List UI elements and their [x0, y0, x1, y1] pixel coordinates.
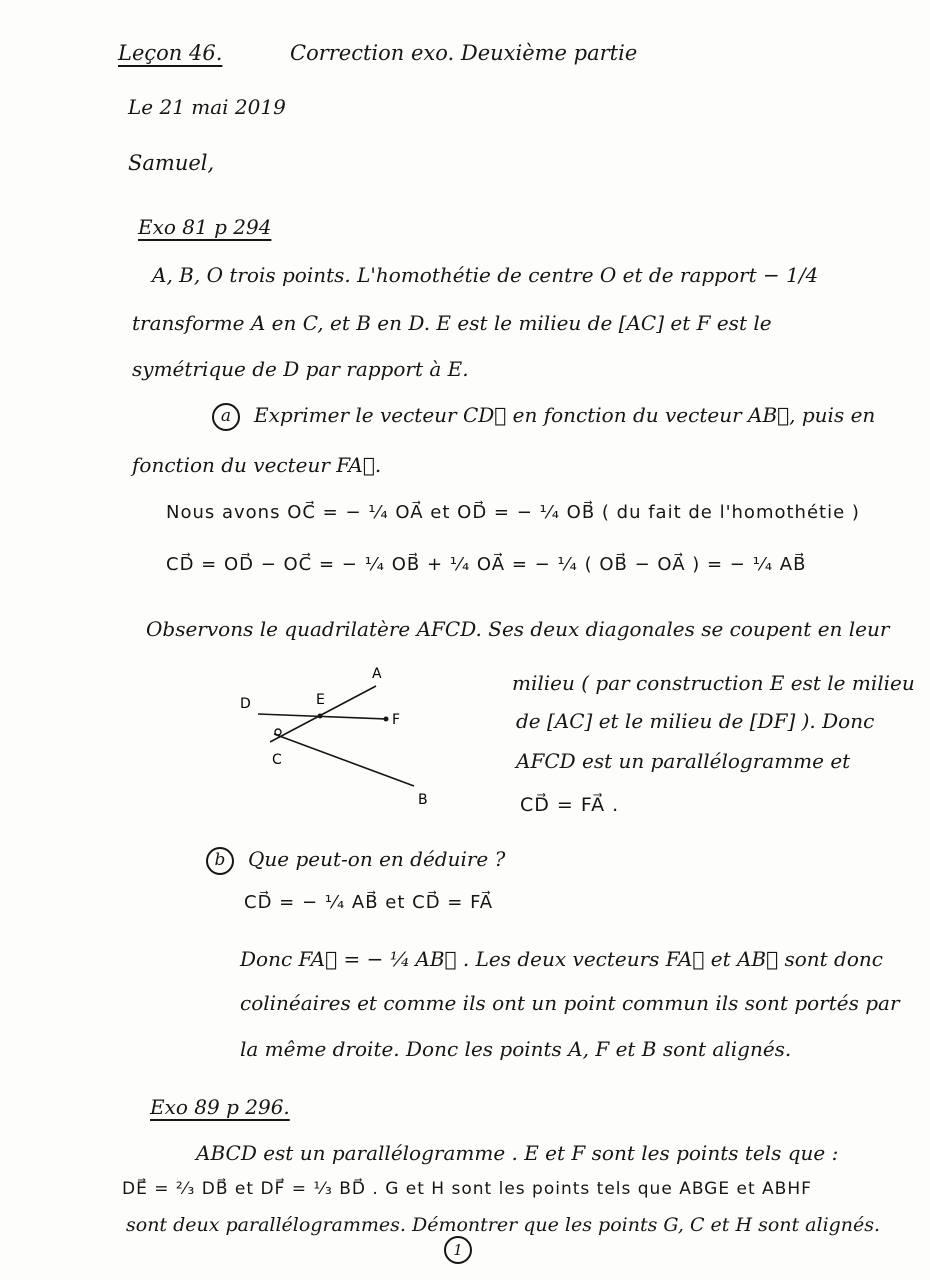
- exo89-line: ABCD est un parallélogramme . E et F sont les points tels que :: [196, 1141, 839, 1165]
- question-a-line: fonction du vecteur FA⃗.: [132, 453, 382, 477]
- page-title: Correction exo. Deuxième partie: [290, 41, 638, 65]
- exo89-line: DE⃗ = ²⁄₃ DB⃗ et DF⃗ = ¹⁄₃ BD⃗ . G et H sont les points tels que ABGE et ABHF: [122, 1179, 812, 1199]
- date: Le 21 mai 2019: [128, 95, 286, 119]
- question-a-line: [212, 402, 875, 431]
- work-line: Nous avons OC⃗ = − ¹⁄₄ OA⃗ et OD⃗ = − ¹⁄₄ OB⃗ ( du fait de l'homothétie ): [166, 502, 860, 523]
- exo89-line: sont deux parallélogrammes. Démontrer que les points G, C et H sont alignés.: [126, 1214, 881, 1236]
- side-text-line: de [AC] et le milieu de [DF] ). Donc: [516, 709, 875, 733]
- point-f: [384, 717, 389, 722]
- point-e: [318, 714, 323, 719]
- question-b-line: [206, 846, 505, 875]
- label-c: C: [272, 752, 282, 768]
- segment-ob: [274, 734, 414, 786]
- question-a-marker: a: [212, 403, 240, 431]
- label-f: F: [392, 712, 401, 728]
- label-b: B: [418, 792, 428, 808]
- question-b-text: Que peut-on en déduire ?: [248, 847, 506, 871]
- work-line: Observons le quadrilatère AFCD. Ses deux diagonales se coupent en leur: [146, 617, 890, 641]
- exo89-heading: Exo 89 p 296.: [150, 1095, 290, 1119]
- label-a: A: [372, 666, 382, 682]
- lesson-number: Leçon 46.: [118, 41, 223, 65]
- question-a-text: Exprimer le vecteur CD⃗ en fonction du vecteur AB⃗, puis en: [254, 403, 876, 427]
- statement-line: A, B, O trois points. L'homothétie de centre O et de rapport − 1/4: [152, 263, 819, 287]
- exo81-heading: Exo 81 p 294: [138, 215, 272, 239]
- point-o: [275, 729, 281, 735]
- page-number: 1: [444, 1236, 472, 1264]
- question-b-work: colinéaires et comme ils ont un point commun ils sont portés par: [240, 991, 900, 1015]
- question-b-marker: b: [206, 847, 234, 875]
- side-text-line: milieu ( par construction E est le milieu: [512, 671, 915, 695]
- work-line: CD⃗ = OD⃗ − OC⃗ = − ¹⁄₄ OB⃗ + ¹⁄₄ OA⃗ = − ¹⁄₄ ( OB⃗ − OA⃗ ) = − ¹⁄₄ AB⃗: [166, 554, 807, 575]
- side-text-line: AFCD est un parallélogramme et: [516, 749, 851, 773]
- question-b-work: CD⃗ = − ¹⁄₄ AB⃗ et CD⃗ = FA⃗: [244, 892, 494, 913]
- statement-line: symétrique de D par rapport à E.: [132, 357, 469, 381]
- side-text-line: CD⃗ = FA⃗ .: [520, 794, 620, 816]
- geometry-figure: [228, 662, 468, 812]
- label-e: E: [316, 692, 325, 708]
- question-b-work: la même droite. Donc les points A, F et B sont alignés.: [240, 1037, 792, 1061]
- question-b-work: Donc FA⃗ = − ¹⁄₄ AB⃗ . Les deux vecteurs FA⃗ et AB⃗ sont donc: [240, 947, 883, 971]
- statement-line: transforme A en C, et B en D. E est le milieu de [AC] et F est le: [132, 311, 772, 335]
- label-d: D: [240, 696, 251, 712]
- greeting: Samuel,: [128, 151, 215, 175]
